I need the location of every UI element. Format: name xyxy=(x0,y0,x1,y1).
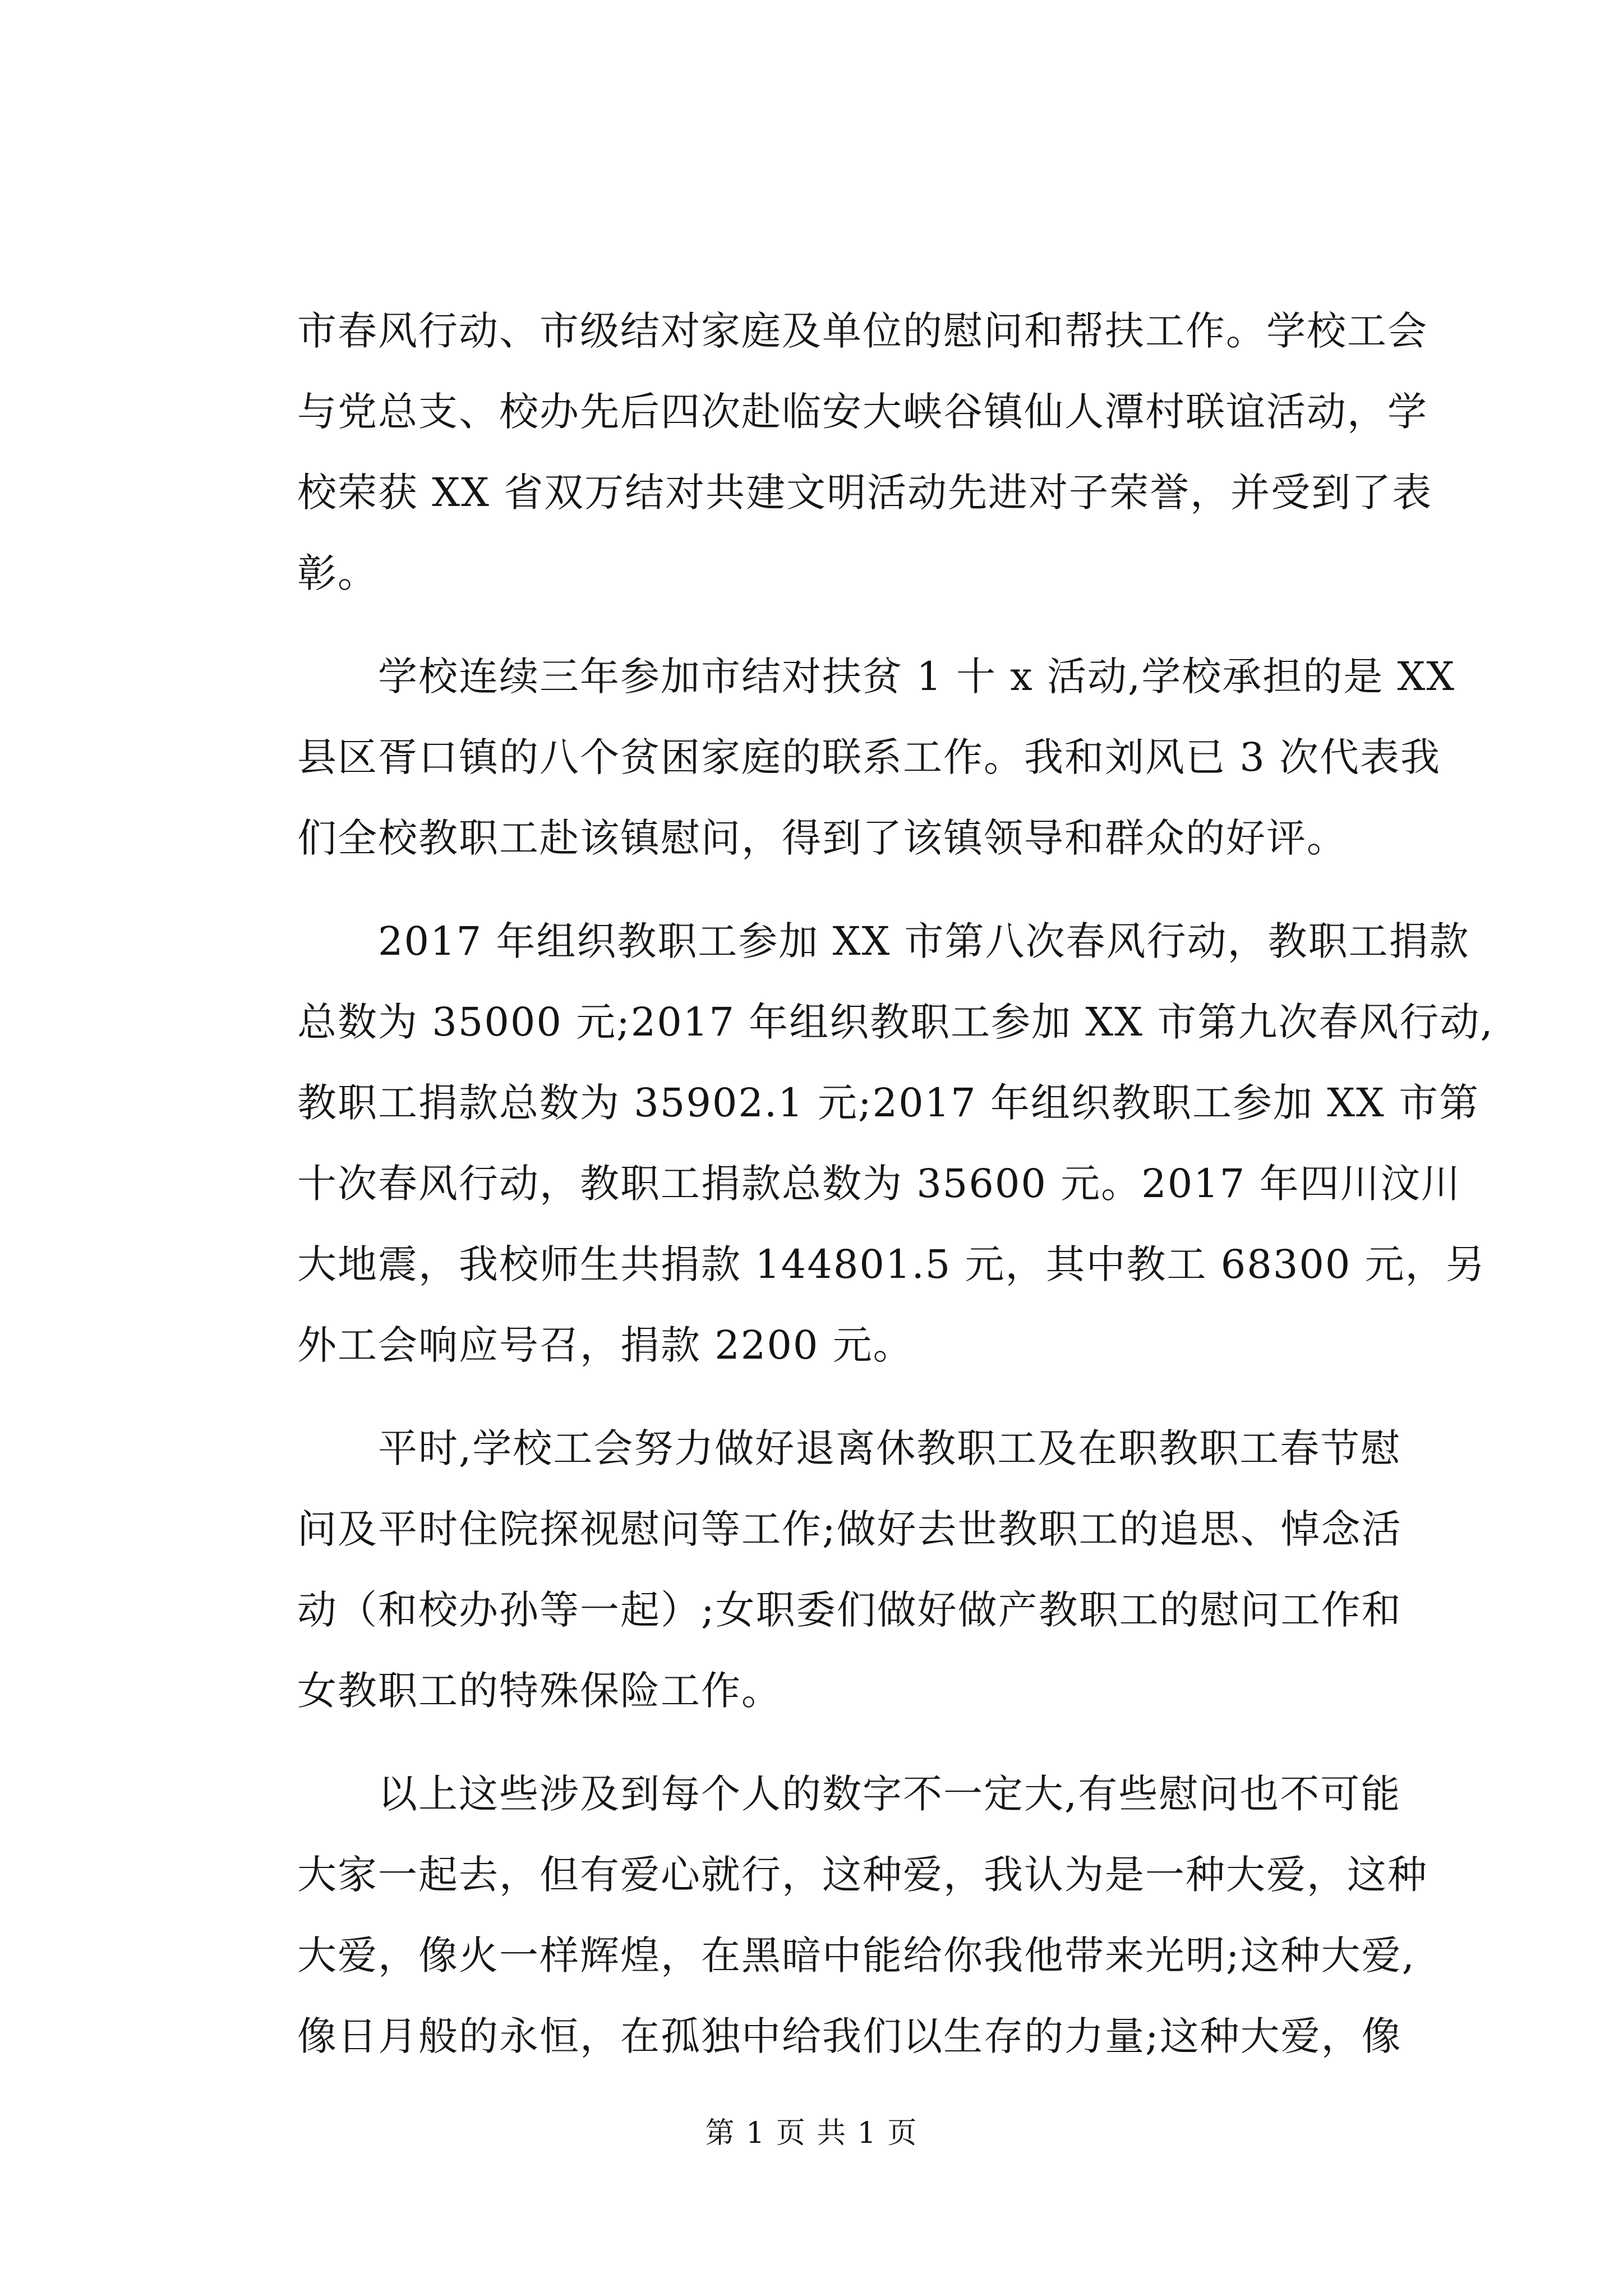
text-line: 总数为 35000 元;2017 年组织教职工参加 XX 市第九次春风行动, xyxy=(297,999,1494,1045)
paragraph-gap xyxy=(297,878,1424,901)
text-line: 县区胥口镇的八个贫困家庭的联系工作。我和刘风已 3 次代表我 xyxy=(297,734,1441,780)
text-line: 学校连续三年参加市结对扶贫 1 十 x 活动,学校承担的是 XX xyxy=(297,654,1456,700)
text-line: 与党总支、校办先后四次赴临安大峡谷镇仙人潭村联谊活动，学 xyxy=(297,389,1428,435)
text-line: 平时,学校工会努力做好退离休教职工及在职教职工春节慰 xyxy=(297,1425,1401,1471)
text-line: 大爱，像火一样辉煌，在黑暗中能给你我他带来光明;这种大爱, xyxy=(297,1932,1415,1978)
text-line: 女教职工的特殊保险工作。 xyxy=(297,1668,782,1714)
paragraph-gap xyxy=(297,1386,1424,1408)
text-line: 教职工捐款总数为 35902.1 元;2017 年组织教职工参加 XX 市第 xyxy=(297,1080,1480,1126)
body-text xyxy=(297,291,1494,2077)
text-line: 问及平时住院探视慰问等工作;做好去世教职工的追思、悼念活 xyxy=(297,1506,1402,1552)
text-line: 外工会响应号召，捐款 2200 元。 xyxy=(297,1322,914,1368)
text-line: 以上这些涉及到每个人的数字不一定大,有些慰问也不可能 xyxy=(297,1771,1401,1817)
text-line: 市春风行动、市级结对家庭及单位的慰问和帮扶工作。学校工会 xyxy=(297,308,1428,354)
text-line: 十次春风行动，教职工捐款总数为 35600 元。2017 年四川汶川 xyxy=(297,1161,1461,1207)
paragraph-gap xyxy=(297,614,1424,636)
text-line: 2017 年组织教职工参加 XX 市第八次春风行动，教职工捐款 xyxy=(297,918,1470,964)
paragraph-gap xyxy=(297,1731,1424,1754)
page-number: 第 1 页 共 1 页 xyxy=(705,2116,918,2150)
text-line: 彰。 xyxy=(297,550,378,596)
text-line: 校荣获 XX 省双万结对共建文明活动先进对子荣誉，并受到了表 xyxy=(297,470,1433,516)
text-line: 动（和校办孙等一起）;女职委们做好做产教职工的慰问工作和 xyxy=(297,1587,1402,1633)
text-line: 大地震，我校师生共捐款 144801.5 元，其中教工 68300 元，另 xyxy=(297,1241,1486,1287)
text-line: 像日月般的永恒，在孤独中给我们以生存的力量;这种大爱，像 xyxy=(297,2013,1402,2059)
text-line: 大家一起去，但有爱心就行，这种爱，我认为是一种大爱，这种 xyxy=(297,1852,1428,1898)
text-line: 们全校教职工赴该镇慰问，得到了该镇领导和群众的好评。 xyxy=(297,815,1347,861)
